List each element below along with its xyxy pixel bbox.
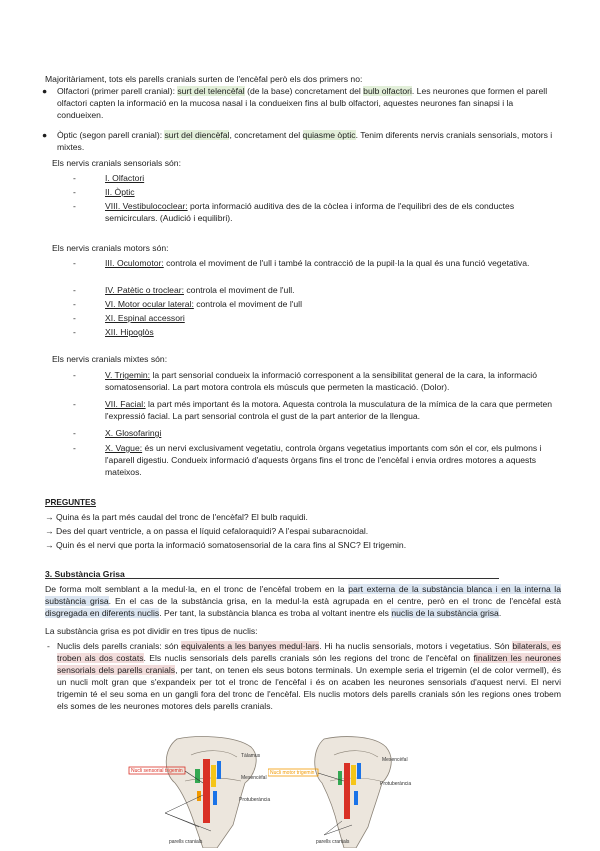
nerve-item: - VIII. Vestibulococlear: porta informació auditiva des de la còclea i informa de l'equilibri des de els conductes semicirculars. (Audició i equilibri). <box>73 201 515 223</box>
nerve-item: - X. Glosofaringi <box>73 428 162 438</box>
section-divider <box>45 578 499 579</box>
brainstem-figure-left <box>125 735 285 848</box>
nerve-item: - VII. Facial: la part més important és la motora. Aquesta controla la musculatura de la mímica de la cara que permeten l'expressió facial. La part sensorial controla el gust de la part anterior de la llengua. <box>73 399 553 421</box>
nerve-item: - VI. Motor ocular lateral: controla el moviment de l'ull <box>73 299 302 309</box>
trigemin-nucleus <box>344 763 350 819</box>
bullet-optic: ● Òptic (segon parell cranial): surt del diencèfal, concretament del quiasme òptic. Tenim diferents nervis cranials sensorials, motors i mixtes. <box>42 130 553 152</box>
sensorials-title: Els nervis cranials sensorials són: <box>52 158 181 168</box>
section-title: 3. Substància Grisa <box>45 569 125 579</box>
nerve-item: - IV. Patètic o troclear: controla el moviment de l'ull. <box>73 285 295 295</box>
figure-label: parells cranials <box>169 839 203 845</box>
preguntes-title: PREGUNTES <box>45 498 96 507</box>
section-paragraph: De forma molt semblant a la medul·la, en el tronc de l'encèfal trobem en la part externa de la substància blanca i en la interna la substància grisa. En el cas de la substància grisa, en la medul·la està agrupada en el centre, però en el tronc de l'encèfal està disgregada en diferents nuclis. Per tant, la substància blanca es troba al voltant inentre els nuclis de la substància grisa. <box>45 584 561 618</box>
section-paragraph-2: La substància grisa es pot dividir en tres tipus de nuclis: <box>45 626 258 636</box>
figure-label: parells cranials <box>316 839 350 845</box>
question-item: → Quina és la part més caudal del tronc de l'encèfal? El bulb raquidi. <box>45 512 308 522</box>
bullet-dot-icon: ● <box>42 130 48 140</box>
mixtes-title: Els nervis cranials mixtes són: <box>52 354 168 364</box>
figure-label: Nucli motor trigemin <box>270 770 315 776</box>
bullet-olfactori: ● Olfactori (primer parell cranial): surt del telencèfal (de la base) concretament del bulb olfactori. Les neurones que formen el parell olfactori capten la informació en la mucosa nasal i la condueixen fins al bulb olfactori, aquestes neurones fan sinapsi i la condueixen. <box>42 86 548 120</box>
figure-label: Mesencèfal <box>241 775 267 781</box>
figure-label: Protuberància <box>239 797 271 803</box>
brainstem-illustration <box>125 735 285 848</box>
bullet-dot-icon: ● <box>42 86 48 96</box>
nerve-item: - X. Vague: és un nervi exclusivament vegetatiu, controla òrgans vegetatius importants com són el cor, els pulmons i l'aparell digestiu. Condueix informació d'aquests òrgans fins el tronc de l'encèfal i envia ordres motores a aquests mateixos. <box>73 443 542 477</box>
figure-label: Tàlamus <box>241 753 261 759</box>
nerve-item: - III. Oculomotor: controla el moviment de l'ull i també la contracció de la pupil·la la qual és una funció vegetativa. <box>73 258 530 268</box>
nuclis-item: - Nuclis dels parells cranials: són equivalents a les banyes medul·lars. Hi ha nuclis sensorials, motors i vegetatius. Són bilaterals, es troben als dos costats. Els nuclis sensorials dels parells cranials són les regions del tronc de l'encèfal on finalitzen les neurones sensorials dels parells cranials, per tant, on tenen els seus botons terminals. Un exemple seria el trigemin (el de color vermell), és un nucli molt gran que s'expandeix per tot el tronc de l'encèfal i és on acaben les neurones sensorials d'aquest nervi. El nervi trigemin té el seu soma en un gangli fora del tronc de l'encèfal. Els nuclis motors dels parells cranials són les regions ones trobem els somes de les neurones motores dels parells cranials. <box>47 641 561 711</box>
nerve-item: - XII. Hipoglòs <box>73 327 154 337</box>
brainstem-illustration <box>268 735 428 848</box>
nerve-item: - I. Olfactori <box>73 173 145 183</box>
figure-label: Nucli sensorial trigemin <box>131 768 183 774</box>
trigemin-nucleus <box>203 759 210 823</box>
nerve-item: - XI. Espinal accessori <box>73 313 185 323</box>
question-item: → Quin és el nervi que porta la informació somatosensorial de la cara fins al SNC? El trigemin. <box>45 540 407 550</box>
question-item: → Des del quart ventricle, a on passa el líquid cefaloraquidi? A l'espai subaracnoidal. <box>45 526 369 536</box>
motors-title: Els nervis cranials motors són: <box>52 243 169 253</box>
intro-text: Majoritàriament, tots els parells cranials surten de l'encèfal però els dos primers no: <box>45 74 363 84</box>
nerve-item: - V. Trigemin: la part sensorial condueix la informació corresponent a la sensibilitat general de la cara, la informació somatosensorial. La part motora controla els músculs que permeten la masticació. (Dolor). <box>73 370 537 392</box>
figure-label: Protuberància <box>380 781 412 787</box>
figure-label: Mesencèfal <box>382 757 408 763</box>
nerve-item: - II. Òptic <box>73 187 135 197</box>
brainstem-figure-right <box>268 735 428 848</box>
